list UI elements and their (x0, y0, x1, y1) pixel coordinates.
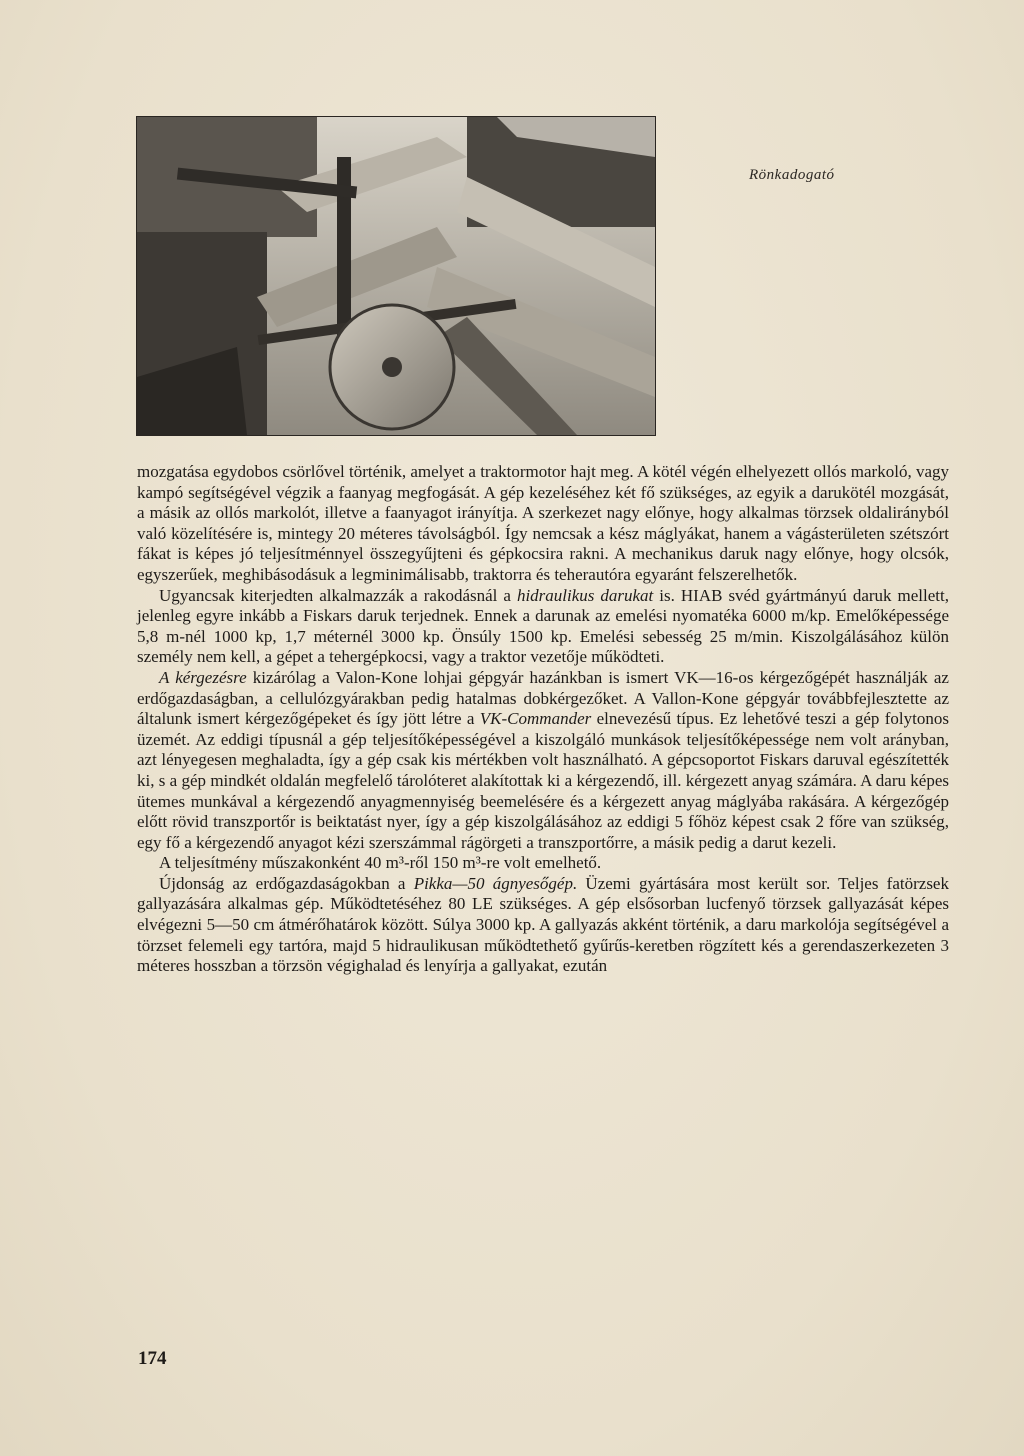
paragraph-text: mozgatása egydobos csörlővel történik, amelyet a traktormotor hajt meg. A kötél végén elhelyezett ollós markoló, vagy kampó segítségével végzik a faanyag megfogását. A gép kezeléséhez két fő szükséges, az egyik a darukötél mozgását, a másik az ollós markolót, illetve a faanyagot irányítja. A szerkezet nagy előnye, hogy alkalmas törzsek oldalirányból való közelítésére is, mintegy 20 méteres távolságból. Így nemcsak a kész máglyákat, hanem a vágásterületen szétszórt fákat is képes jó teljesítménnyel összegyűjteni és gépkocsira rakni. A mechanikus daruk nagy előnye, hogy olcsók, egyszerűek, meghibásodásuk a legminimálisabb, traktorra és teherautóra egyaránt felszerelhetők. (137, 462, 949, 584)
body-text (137, 462, 949, 977)
emphasis-text: Pikka—50 ágnyesőgép. (413, 873, 578, 893)
emphasis-text: A kérgezésre (159, 667, 247, 687)
paragraph-text: A teljesítmény műszakonként 40 m³-ről 150 m³-re volt emelhető. (159, 853, 602, 873)
page-number: 174 (138, 1348, 167, 1369)
paragraph-text: Újdonság az erdőgazdaságokban a (159, 873, 414, 893)
paragraph-text: Üzemi gyártására most került sor. Teljes fatörzsek gallyazására alkalmas gép. Működtetéséhez 80 LE szükséges. A gép elsősorban lucfenyő törzsek gallyazását képes elvégezni 5—50 cm átmérőhatárok között. Súlya 3000 kp. A gallyazás akként történik, a daru markolója segítségével a törzset felemeli egy tartóra, majd 5 hidraulikusan működtethető gyűrűs-keretben rögzített kés a gerendaszerkezeten 3 méteres hosszban a törzsön végighalad és lenyírja a gallyakat, ezután (137, 873, 949, 976)
paragraph-text: elnevezésű típus. Ez lehetővé teszi a gép folytonos üzemét. Az eddigi típusnál a gép teljesítőképességével a kiszolgáló munkások teljesítőképessége nem volt arányban, azt lényegesen meghaladta, így a gép csak kis mértékben volt használható. A gépcsoportot Fiskars daruval egészítették ki, s a gép mindkét oldalán megfelelő tárolóteret alakítottak ki a kérgezendő, ill. kérgezett anyag számára. A daru képes ütemes munkával a kérgezendő anyagmennyiség beemelésére és a kérgezett anyag máglyába rakására. A kérgezőgép előtt rövid transzportőr is beiktatást nyer, így a gép kiszolgálásához az eddigi 5 főhöz képest csak 2 főre van szükség, egy fő a kérgezendő anyagot kézi szerszámmal rágörgeti a transzportőrre, a másik pedig a darut kezeli. (137, 709, 949, 852)
paragraph-text: is. HIAB svéd gyártmányú daruk mellett, jelenleg egyre inkább a Fiskars daruk terjednek. Ennek a darunak az emelési nyomatéka 6000 m/kp. Emelőképessége 5,8 m-nél 1000 kp, 1,7 méternél 3000 kp. Önsúly 1500 kp. Emelési sebesség 25 m/min. Kiszolgálásához külön személy nem kell, a gépet a tehergépkocsi, vagy a traktor vezetője működteti. (137, 585, 949, 667)
machine-photo (136, 116, 656, 436)
photo-caption: Rönkadogató (749, 167, 835, 183)
machine-photo-illustration (137, 117, 655, 435)
paragraph-text: kizárólag a Valon-Kone lohjai gépgyár hazánkban is ismert VK—16-os kérgezőgépét használják az erdőgazdaságban, a cellulózgyárakban pedig hatalmas dobkérgezőket. A Vallon-Kone gépgyár továbbfejlesztette az általunk ismert kérgezőgépeket és így jött létre a (137, 667, 949, 729)
paragraph-p2 (137, 586, 949, 668)
emphasis-text: VK-Commander (479, 709, 592, 729)
paragraph-text: Ugyancsak kiterjedten alkalmazzák a rakodásnál a (159, 585, 517, 605)
paragraph-p4 (137, 853, 949, 874)
emphasis-text: hidraulikus darukat (516, 585, 654, 605)
paragraph-p1 (137, 462, 949, 586)
paragraph-p5 (137, 874, 949, 977)
paragraph-p3 (137, 668, 949, 853)
